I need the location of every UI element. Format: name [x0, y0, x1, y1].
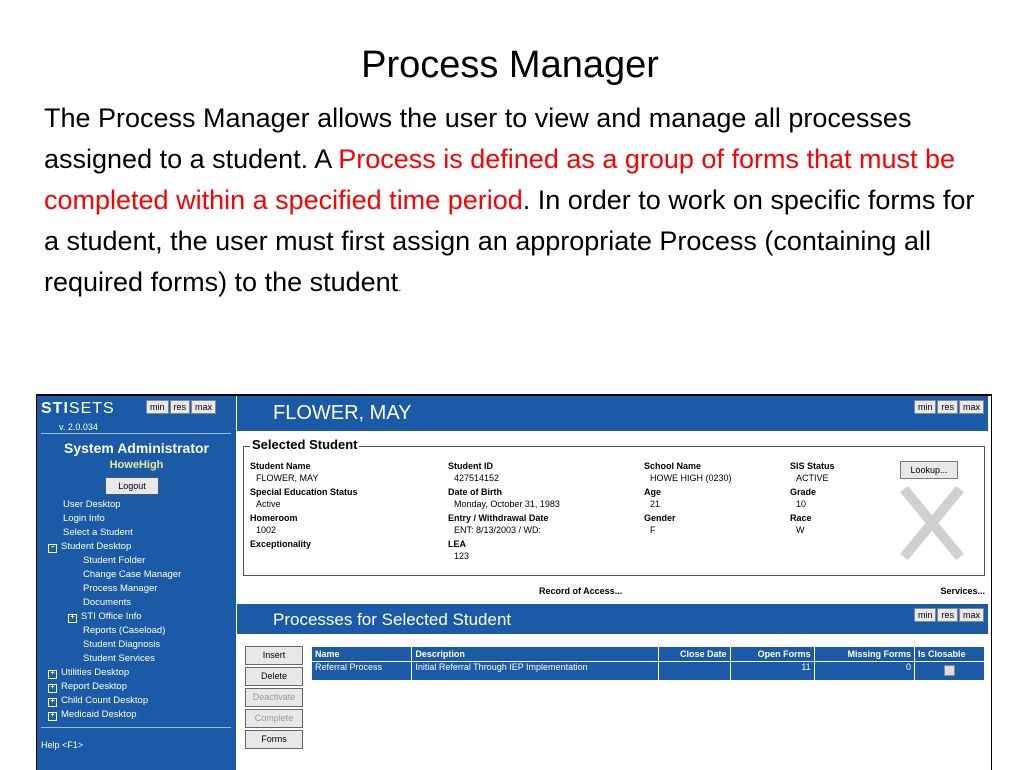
process-name-cell[interactable]: Referral Process — [312, 662, 412, 681]
sis-status-value: ACTIVE — [796, 473, 829, 483]
sped-status-label: Special Education Status — [250, 487, 358, 497]
col-missing-forms[interactable]: Missing Forms — [814, 647, 914, 662]
help-link[interactable]: Help <F1> — [41, 740, 84, 750]
min-button[interactable]: min — [914, 608, 937, 622]
sidebar-item-label: Child Count Desktop — [61, 695, 149, 706]
sti-sets-logo — [41, 400, 115, 418]
sidebar-item-child-count-desktop[interactable] — [48, 695, 148, 707]
gender-label: Gender — [644, 513, 676, 523]
homeroom-value: 1002 — [256, 525, 277, 535]
slide-text-2: . In order to work on specific forms for a student, the user must first assign an appropriate Process (containing all required forms) to the student — [44, 185, 975, 297]
grade-value: 10 — [796, 499, 807, 509]
sidebar-item-label: Utilities Desktop — [61, 667, 130, 678]
sidebar-item-change-case-manager[interactable]: Change Case Manager — [83, 569, 182, 580]
grade-label: Grade — [790, 487, 817, 497]
sidebar-item-documents[interactable]: Documents — [83, 597, 132, 608]
sidebar-item-medicaid-desktop[interactable] — [48, 709, 137, 721]
col-description[interactable]: Description — [412, 647, 658, 662]
open-forms-cell[interactable]: 11 — [730, 662, 814, 681]
slide-text-1: The Process Manager allows the user to view and manage all processes assigned to a student. A — [44, 103, 912, 174]
sidebar-item-login-info[interactable]: Login Info — [63, 513, 105, 524]
expand-icon[interactable]: + — [48, 698, 57, 707]
sidebar-item-sti-office-info[interactable] — [68, 611, 142, 623]
processes-header — [237, 604, 988, 634]
age-value: 21 — [650, 499, 661, 509]
sidebar-item-reports-caseload[interactable]: Reports (Caseload) — [83, 625, 166, 636]
school-name-value: HOWE HIGH (0230) — [650, 473, 732, 483]
process-description-cell[interactable]: Initial Referral Through IEP Implementation — [412, 662, 658, 681]
divider — [41, 433, 231, 434]
exceptionality-label: Exceptionality — [250, 539, 312, 549]
school-name-label: School Name — [644, 461, 702, 471]
services-link[interactable]: Services... — [940, 586, 985, 596]
sidebar-item-user-desktop[interactable]: User Desktop — [63, 499, 121, 510]
sets-app-window — [36, 394, 992, 770]
lea-value: 123 — [454, 551, 470, 561]
expand-icon[interactable]: + — [48, 670, 57, 679]
complete-button[interactable]: Complete — [245, 709, 303, 728]
sidebar-item-process-manager[interactable]: Process Manager — [83, 583, 158, 594]
slide-text-red: Process is defined as a group of forms that must be completed within a specified time period — [44, 144, 956, 215]
slide-text-end: . — [398, 282, 402, 294]
sidebar-item-student-desktop[interactable] — [48, 541, 131, 553]
sidebar-item-student-services[interactable]: Student Services — [83, 653, 155, 664]
race-label: Race — [790, 513, 812, 523]
user-role: System Administrator — [64, 440, 209, 456]
col-open-forms[interactable]: Open Forms — [730, 647, 814, 662]
col-close-date[interactable]: Close Date — [658, 647, 730, 662]
expand-icon[interactable]: + — [48, 712, 57, 721]
col-name[interactable]: Name — [312, 647, 412, 662]
selected-student-legend: Selected Student — [252, 437, 358, 452]
gender-value: F — [650, 525, 656, 535]
sidebar — [37, 396, 236, 770]
sidebar-item-report-desktop[interactable] — [48, 681, 127, 693]
age-label: Age — [644, 487, 662, 497]
processes-window-buttons — [913, 608, 984, 622]
record-of-access-link[interactable]: Record of Access... — [539, 586, 623, 596]
student-id-value: 427514152 — [454, 473, 500, 483]
res-button[interactable]: res — [937, 400, 958, 414]
student-name-title: FLOWER, MAY — [273, 402, 412, 424]
sidebar-window-buttons — [145, 400, 216, 414]
sis-status-label: SIS Status — [790, 461, 835, 471]
delete-button[interactable]: Delete — [245, 667, 303, 686]
max-button[interactable]: max — [959, 400, 984, 414]
student-name-label: Student Name — [250, 461, 311, 471]
forms-button[interactable]: Forms — [245, 730, 303, 749]
student-name-value: FLOWER, MAY — [256, 473, 319, 483]
divider — [41, 727, 231, 728]
entry-withdrawal-label: Entry / Withdrawal Date — [448, 513, 549, 523]
sidebar-item-label: Medicaid Desktop — [61, 709, 137, 720]
insert-button[interactable]: Insert — [245, 646, 303, 665]
sidebar-item-student-folder[interactable]: Student Folder — [83, 555, 146, 566]
no-photo-x-icon — [894, 483, 970, 563]
version-label: v. 2.0.034 — [59, 422, 98, 432]
sidebar-item-label: STI Office Info — [81, 611, 142, 622]
main-panel — [237, 396, 991, 770]
min-button[interactable]: min — [914, 400, 937, 414]
expand-icon[interactable]: + — [48, 684, 57, 693]
table-header-row — [312, 647, 985, 662]
logout-button[interactable]: Logout — [105, 477, 159, 495]
slide-title: Process Manager — [361, 44, 659, 86]
close-date-cell[interactable] — [658, 662, 730, 681]
processes-table — [311, 646, 985, 681]
missing-forms-cell[interactable]: 0 — [814, 662, 914, 681]
deactivate-button[interactable]: Deactivate — [245, 688, 303, 707]
dob-label: Date of Birth — [448, 487, 502, 497]
sidebar-item-utilities-desktop[interactable] — [48, 667, 129, 679]
student-header — [237, 396, 988, 431]
max-button[interactable]: max — [191, 400, 216, 414]
logo-sets: SETS — [68, 400, 115, 417]
sidebar-item-label: Report Desktop — [61, 681, 128, 692]
max-button[interactable]: max — [959, 608, 984, 622]
res-button[interactable]: res — [937, 608, 958, 622]
processes-title: Processes for Selected Student — [273, 610, 512, 629]
res-button[interactable]: res — [170, 400, 191, 414]
is-closable-checkbox[interactable] — [944, 665, 955, 676]
homeroom-label: Homeroom — [250, 513, 298, 523]
expand-icon[interactable]: + — [68, 614, 77, 623]
entry-withdrawal-value: ENT: 8/13/2003 / WD: — [454, 525, 542, 535]
slide-body — [44, 98, 984, 309]
sped-status-value: Active — [256, 499, 281, 509]
race-value: W — [796, 525, 805, 535]
header-window-buttons — [913, 400, 984, 414]
sidebar-item-select-student[interactable]: Select a Student — [63, 527, 133, 538]
table-row[interactable] — [312, 662, 985, 681]
dob-value: Monday, October 31, 1983 — [454, 499, 560, 509]
lookup-button[interactable]: Lookup... — [900, 461, 958, 479]
col-is-closable[interactable]: Is Closable — [915, 647, 985, 662]
sidebar-item-label: Student Desktop — [61, 541, 132, 552]
min-button[interactable]: min — [146, 400, 169, 414]
student-id-label: Student ID — [448, 461, 493, 471]
logo-sti: STI — [41, 400, 69, 417]
is-closable-cell — [915, 662, 985, 681]
sidebar-item-student-diagnosis[interactable]: Student Diagnosis — [83, 639, 161, 650]
lea-label: LEA — [448, 539, 466, 549]
school-name: HoweHigh — [109, 459, 164, 471]
collapse-icon[interactable]: − — [48, 544, 57, 553]
selected-student-panel — [243, 437, 985, 576]
